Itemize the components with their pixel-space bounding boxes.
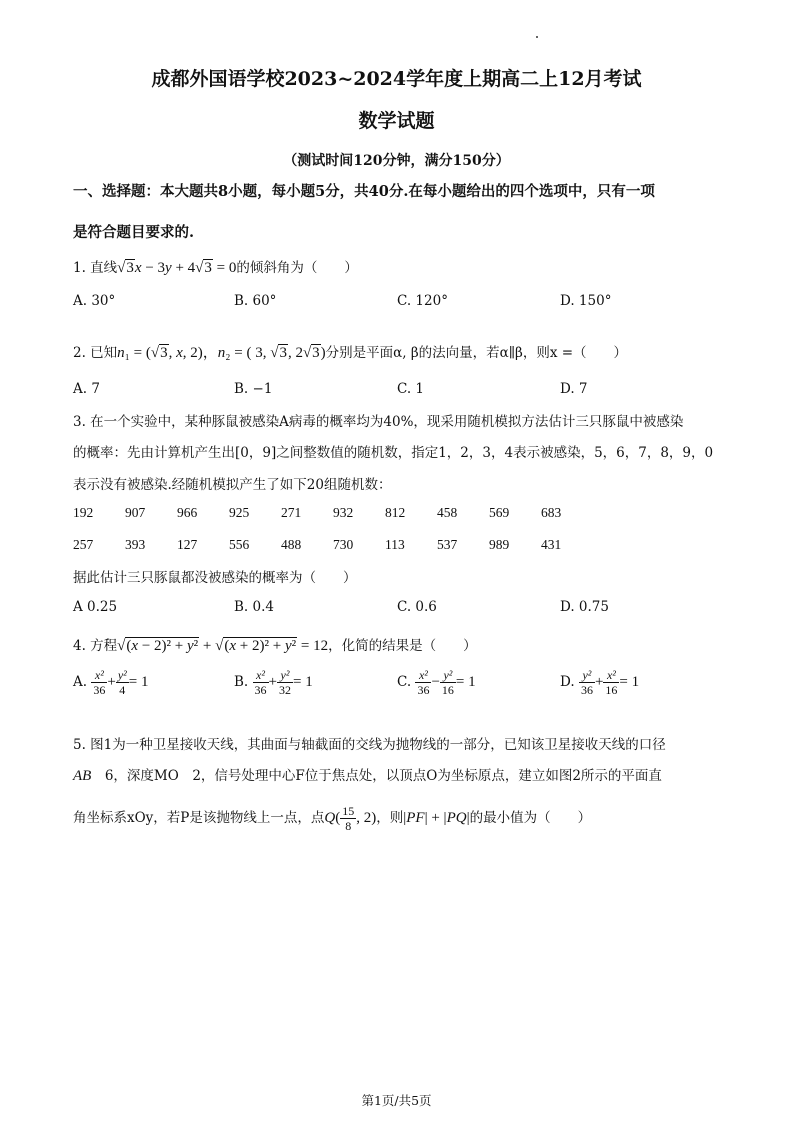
- random-number: 458: [437, 505, 458, 520]
- q1-number: 1. 直线: [73, 260, 118, 276]
- q2-option-b: B. −1: [234, 381, 273, 397]
- q5-line3-c: 的最小值为（ ）: [469, 809, 592, 826]
- random-number: 683: [541, 505, 562, 520]
- q1-option-a: A. 30°: [73, 293, 116, 309]
- exam-subtitle: 数学试题: [358, 110, 435, 132]
- option-label: C.: [397, 674, 412, 690]
- random-number: 113: [385, 537, 405, 552]
- q4-tail: ，化简的结果是（ ）: [328, 638, 477, 654]
- random-number: 989: [489, 537, 510, 552]
- q5-line3-b: ，则: [376, 809, 404, 826]
- q5-line1: 5. 图1为一种卫星接收天线，其曲面与轴截面的交线为抛物线的一部分，已知该卫星接收天线的口径: [73, 737, 666, 753]
- question-2: [73, 341, 627, 362]
- q5-point-q: Q( $\frac{15}{8}$ , 2): [324, 804, 377, 833]
- q4-option-d: D. $\frac{\text{y²}}{36}$ + $\frac{\text{x²}}{16}$ = 1: [560, 668, 640, 697]
- q5-line3: [73, 804, 591, 833]
- page-footer: 第1页/共5页: [361, 1093, 432, 1108]
- random-number: 730: [333, 537, 354, 552]
- q4-equation: √(x − 2)² + y² + √(x + 2)² + y² = 12: [117, 638, 329, 654]
- q1-option-b: B. 60°: [234, 293, 277, 309]
- option-label: A.: [73, 674, 88, 690]
- q4-option-a: A. $\frac{\text{x²}}{36}$ + $\frac{\text{y²}}{4}$ = 1: [73, 668, 149, 697]
- random-number: 812: [385, 505, 406, 520]
- option-label: B.: [234, 674, 249, 690]
- random-number: 257: [73, 537, 94, 552]
- q5-ab: AB: [73, 768, 92, 784]
- q2-vector-n2: n₂ = ( 3, √3, 2√3): [217, 345, 326, 361]
- q1-option-c: C. 120°: [397, 293, 448, 309]
- q3-option-c: C. 0.6: [397, 599, 437, 615]
- random-number: 966: [177, 505, 198, 520]
- q2-option-a: A. 7: [73, 381, 100, 397]
- q3-random-row-1: [73, 505, 593, 521]
- q4-option-c: C. $\frac{\text{x²}}{36}$ − $\frac{\text{y²}}{16}$ = 1: [397, 668, 476, 697]
- q2-option-c: C. 1: [397, 381, 425, 397]
- q3-option-a: A 0.25: [73, 599, 118, 615]
- q3-line2: 的概率：先由计算机产生出[0，9]之间整数值的随机数，指定1，2，3，4表示被感染，5，6，7，8，9，0: [73, 445, 714, 461]
- q1-option-d: D. 150°: [560, 293, 612, 309]
- q3-option-b: B. 0.4: [234, 599, 274, 615]
- random-number: 431: [541, 537, 562, 552]
- q3-line4: 据此估计三只豚鼠都没被感染的概率为（ ）: [73, 570, 357, 586]
- random-number: 932: [333, 505, 354, 520]
- random-number: 488: [281, 537, 302, 552]
- q3-option-d: D. 0.75: [560, 599, 609, 615]
- exam-title: 成都外国语学校2023~2024学年度上期高二上12月考试: [151, 68, 642, 90]
- q3-line1: 3. 在一个实验中，某种豚鼠被感染A病毒的概率均为40%，现采用随机模拟方法估计三只豚鼠中被感染: [73, 414, 684, 430]
- q2-mid: 分别是平面α, β的法向量，若α∥β，则x =（ ）: [325, 345, 628, 361]
- q1-tail: 的倾斜角为（ ）: [236, 260, 358, 276]
- random-number: 907: [125, 505, 146, 520]
- random-number: 393: [125, 537, 146, 552]
- section-heading-line2: 是符合题目要求的.: [73, 224, 195, 241]
- q5-line3-a: 角坐标系xOy，若P是该抛物线上一点，点: [73, 809, 325, 826]
- random-number: 271: [281, 505, 302, 520]
- random-number: 569: [489, 505, 510, 520]
- random-number: 556: [229, 537, 250, 552]
- q2-number: 2. 已知: [73, 345, 118, 361]
- q2-vector-n1: n₁ = (√3, x, 2)，: [117, 345, 218, 361]
- q1-equation: √3x − 3y + 4√3 = 0: [117, 260, 237, 276]
- question-1: [73, 256, 358, 277]
- random-number: 192: [73, 505, 94, 520]
- random-number: 537: [437, 537, 458, 552]
- random-number: 127: [177, 537, 198, 552]
- section-heading-line1: 一、选择题：本大题共8小题，每小题5分，共40分.在每小题给出的四个选项中，只有一项: [73, 183, 655, 200]
- q2-option-d: D. 7: [560, 381, 588, 397]
- q4-option-b: B. $\frac{\text{x²}}{36}$ + $\frac{\text{y²}}{32}$ = 1: [234, 668, 313, 697]
- q3-line3: 表示没有被感染.经随机模拟产生了如下20组随机数：: [73, 477, 392, 493]
- option-label: D.: [560, 674, 575, 690]
- q5-depth: 6，深度MO: [104, 768, 179, 784]
- q5-line2-tail: 2，信号处理中心F位于焦点处，以顶点O为坐标原点，建立如图2所示的平面直: [192, 768, 662, 784]
- exam-note: （测试时间120分钟，满分150分）: [283, 153, 510, 169]
- q5-line2: [73, 764, 662, 785]
- q3-random-row-2: [73, 537, 593, 553]
- scan-dot: [536, 36, 538, 38]
- question-4: [73, 634, 477, 655]
- random-number: 925: [229, 505, 250, 520]
- q5-expression: |PF| + |PQ|: [403, 809, 470, 826]
- q4-number: 4. 方程: [73, 638, 118, 654]
